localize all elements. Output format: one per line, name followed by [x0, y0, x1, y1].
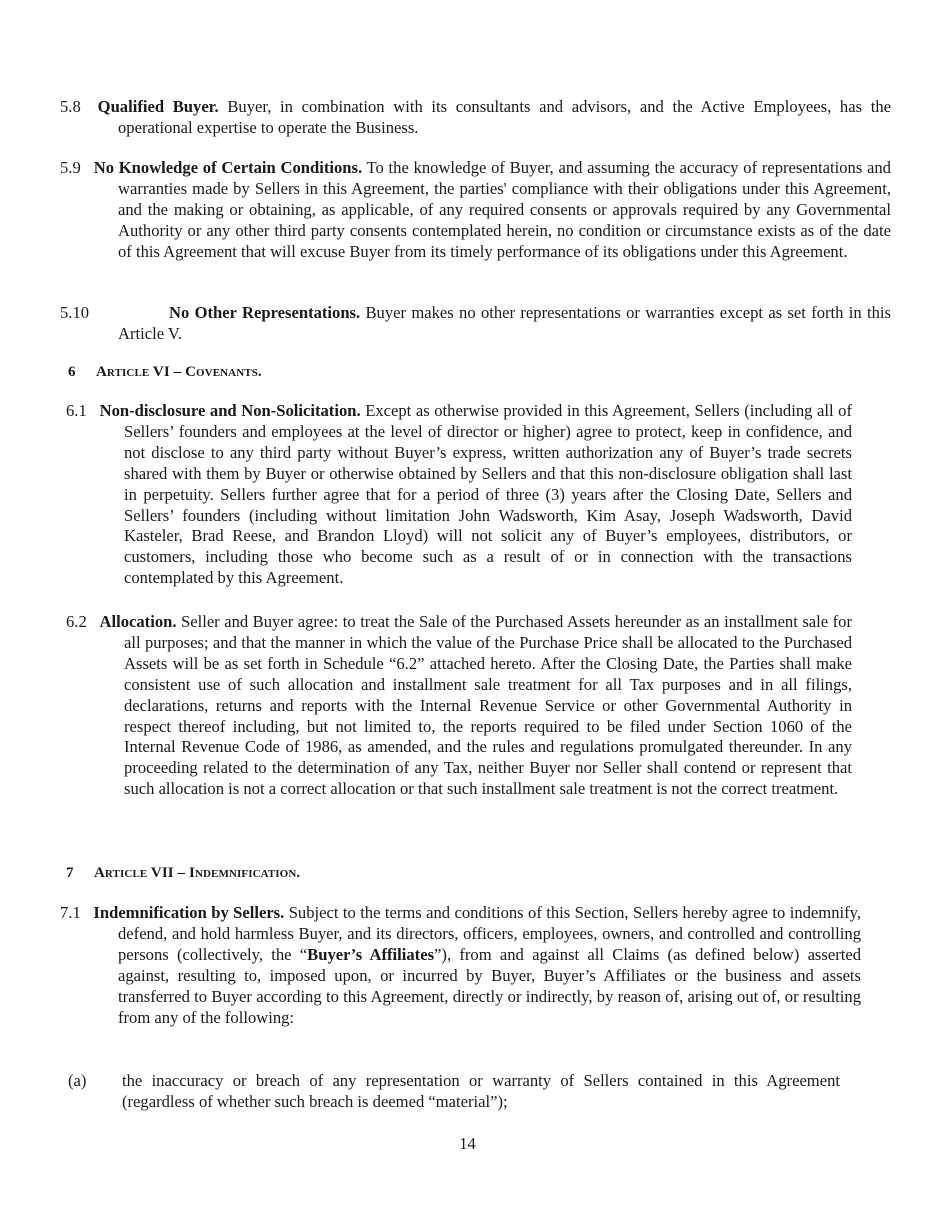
article-number: 7 — [66, 865, 74, 881]
section-body-continued: ”), from and against all Claims (as defined below) asserted against, resulting to, imposed upon, or incurred by Buyer, Buyer’s Affiliates or the business and assets transferred to Buyer according to this Agreement, directly or indirectly, by reason of, arising out of, or resulting from any of the following: — [118, 944, 862, 1027]
section-title: Indemnification by Sellers. — [93, 903, 285, 922]
section-title: No Knowledge of Certain Conditions. — [93, 158, 363, 177]
page-number: 14 — [459, 1134, 476, 1153]
item-label: (a) — [68, 1071, 87, 1090]
section-6-2: 6.2 Allocation. Seller and Buyer agree: to treat the Sale of the Purchased Assets hereunder as an installment sale for all purposes; and that the manner in which the value of the Purchase Price shall be allocated to the Purchased Assets will be as set forth in Schedule “6.2” attached hereto. After the Closing Date, the Parties shall make consistent use of such allocation and installment sale treatment for all Tax purposes and in all filings, declarations, returns and reports with the Internal Revenue Service or other Governmental Authority in respect thereof including, but not limited to, the reports required to be filed under Section 1060 of the Internal Revenue Code of 1986, as amended, and the rules and regulations promulgated thereunder. In any proceeding related to the determination of any Tax, neither Buyer nor Seller shall contend or represent that such allocation is not a correct allocation or that such installment sale treatment is not the correct treatment. — [66, 612, 852, 799]
section-5-9: 5.9 No Knowledge of Certain Conditions. To the knowledge of Buyer, and assuming the accuracy of representations and warranties made by Sellers in this Agreement, the parties' compliance with their obligations under this Agreement, and the making or obtaining, as applicable, of any required consents or approvals required by any Governmental Authority or any other third party consents contemplated herein, no condition or circumstance exists as of the date of this Agreement that will excuse Buyer from its timely performance of its obligations under this Agreement. — [60, 158, 891, 261]
section-body: Seller and Buyer agree: to treat the Sale of the Purchased Assets hereunder as an installment sale for all purposes; and that the manner in which the value of the Purchase Price shall be allocated to the Purchased Assets will be as set forth in Schedule “6.2” attached hereto. After the Closing Date, the Parties shall make consistent use of such allocation and installment sale treatment for all Tax purposes and in all filings, declarations, returns and reports with the Internal Revenue Service or other Governmental Authority in respect thereof including, but not limited to, the reports required to be filed under Section 1060 of the Internal Revenue Code of 1986, as amended, and the rules and regulations promulgated thereunder. In any proceeding related to the determination of any Tax, neither Buyer nor Seller shall contend or represent that such allocation is not a correct allocation or that such installment sale treatment is not the correct treatment. — [124, 612, 852, 799]
article-title: Article VI – Covenants. — [96, 364, 262, 380]
article-6-heading — [68, 364, 262, 381]
section-number: 5.10 — [60, 303, 90, 322]
section-title: Allocation. — [99, 612, 177, 631]
section-6-1: 6.1 Non-disclosure and Non-Solicitation. Except as otherwise provided in this Agreement, Sellers (including all of Sellers’ founders and employees at the level of director or higher) agree to protect, keep in confidence, and not disclose to any third party without Buyer’s express, written authorization any of Buyer’s trade secrets shared with them by Buyer or otherwise obtained by Sellers and that this non-disclosure obligation shall last in perpetuity. Sellers further agree that for a period of three (3) years after the Closing Date, Sellers and Sellers’ founders (including without limitation John Wadsworth, Kim Asay, Joseph Wadsworth, David Kasteler, Brad Reese, and Brandon Lloyd) will not solicit any of Buyer’s employees, distributors, or customers, including those who become such as a result of or in connection with the transactions contemplated by this Agreement. — [66, 401, 852, 588]
section-body: Buyer makes no other representations or warranties except as set forth in this Article V. — [118, 303, 891, 343]
defined-term: Buyer’s Affiliates — [307, 944, 435, 964]
section-title: No Other Representations. — [169, 303, 361, 322]
section-body: Buyer, in combination with its consultants and advisors, and the Active Employees, has the operational expertise to operate the Business. — [118, 97, 891, 137]
section-title: Non-disclosure and Non-Solicitation. — [99, 401, 361, 420]
section-7-1: 7.1 Indemnification by Sellers. Subject to the terms and conditions of this Section, Sellers hereby agree to indemnify, defend, and hold harmless Buyer, and its directors, officers, employees, owners, and controlled and controlling persons (collectively, the “Buyer’s Affiliates”), from and against all Claims (as defined below) asserted against, resulting to, imposed upon, or incurred by Buyer, Buyer’s Affiliates or the business and assets transferred to Buyer according to this Agreement, directly or indirectly, by reason of, arising out of, or resulting from any of the following: — [60, 903, 862, 1027]
section-body: To the knowledge of Buyer, and assuming the accuracy of representations and warranties made by Sellers in this Agreement, the parties' compliance with their obligations under this Agreement, and the making or obtaining, as applicable, of any required consents or approvals required by any Governmental Authority or any other third party consents contemplated herein, no condition or circumstance exists as of the date of this Agreement that will excuse Buyer from its timely performance of its obligations under this Agreement. — [118, 158, 891, 261]
section-title: Qualified Buyer. — [97, 97, 219, 116]
article-title: Article VII – Indemnification. — [94, 865, 301, 881]
section-5-10 — [60, 303, 891, 345]
article-number: 6 — [68, 364, 76, 380]
section-body: Except as otherwise provided in this Agreement, Sellers (including all of Sellers’ founders and employees at the level of director or higher) agree to protect, keep in confidence, and not disclose to any third party without Buyer’s express, written authorization any of Buyer’s trade secrets shared with them by Buyer or otherwise obtained by Sellers and that this non-disclosure obligation shall last in perpetuity. Sellers further agree that for a period of three (3) years after the Closing Date, Sellers and Sellers’ founders (including without limitation John Wadsworth, Kim Asay, Joseph Wadsworth, David Kasteler, Brad Reese, and Brandon Lloyd) will not solicit any of Buyer’s employees, distributors, or customers, including those who become such as a result of or in connection with the transactions contemplated by this Agreement. — [124, 401, 852, 588]
article-7-heading — [66, 865, 300, 882]
section-body: Subject to the terms and conditions of this Section, Sellers hereby agree to indemnify, defend, and hold harmless Buyer, and its directors, officers, employees, owners, and controlled and controlling persons (collectively, the “ — [118, 903, 861, 964]
item-body: the inaccuracy or breach of any representation or warranty of Sellers contained in this Agreement (regardless of whether such breach is deemed “material”); — [122, 1071, 840, 1111]
section-5-8: 5.8 Qualified Buyer. Buyer, in combination with its consultants and advisors, and the Active Employees, has the operational expertise to operate the Business. — [60, 97, 891, 137]
list-item-a — [68, 1071, 840, 1113]
